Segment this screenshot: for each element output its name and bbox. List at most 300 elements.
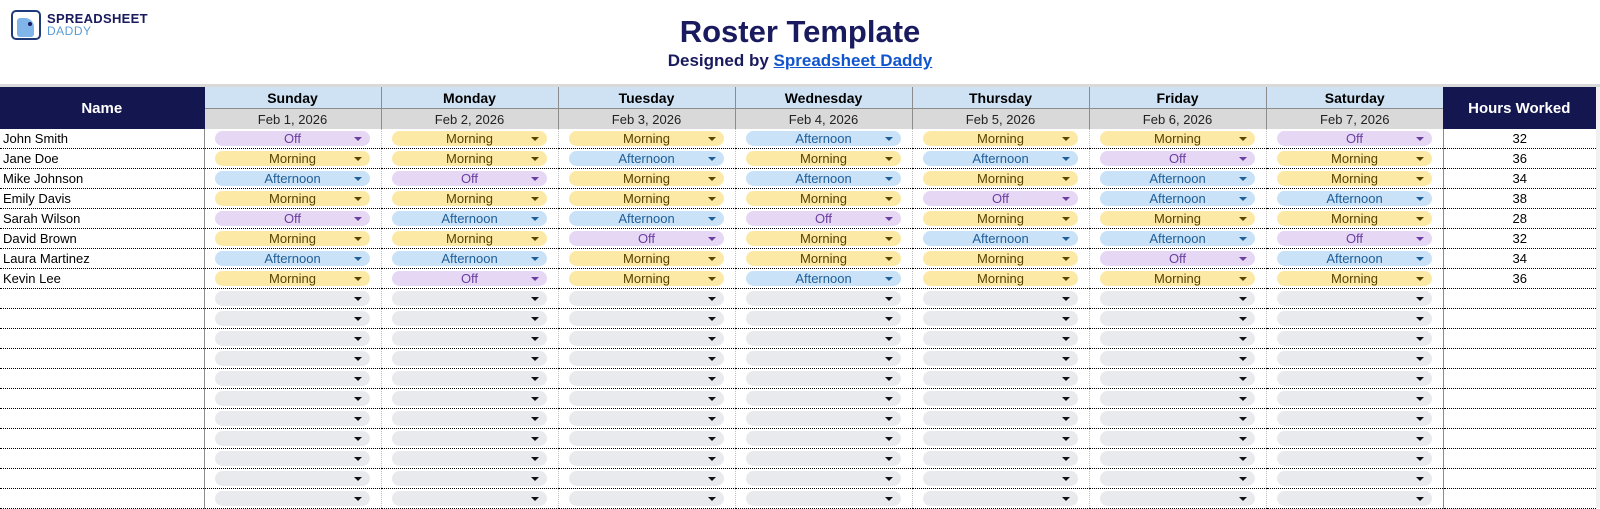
dropdown-arrow-icon[interactable] [885,217,893,221]
shift-dropdown[interactable] [746,351,901,366]
shift-dropdown[interactable] [392,131,547,146]
dropdown-arrow-icon[interactable] [531,397,539,401]
dropdown-arrow-icon[interactable] [1239,357,1247,361]
dropdown-arrow-icon[interactable] [354,377,362,381]
shift-dropdown[interactable] [392,331,547,346]
dropdown-arrow-icon[interactable] [885,277,893,281]
dropdown-arrow-icon[interactable] [354,317,362,321]
dropdown-arrow-icon[interactable] [1239,377,1247,381]
shift-dropdown[interactable] [1100,491,1255,506]
shift-dropdown[interactable] [215,171,370,186]
shift-dropdown-value: Morning [1331,211,1378,226]
shift-dropdown[interactable] [923,371,1078,386]
employee-name-cell[interactable]: Jane Doe [0,149,204,169]
employee-name-cell[interactable] [0,489,204,509]
shift-dropdown[interactable] [215,291,370,306]
employee-name-cell[interactable] [0,369,204,389]
shift-dropdown[interactable] [392,431,547,446]
employee-name-cell[interactable] [0,289,204,309]
dropdown-arrow-icon[interactable] [1239,417,1247,421]
dropdown-arrow-icon[interactable] [354,157,362,161]
date-cell-friday: Feb 6, 2026 [1089,109,1266,130]
shift-dropdown[interactable] [923,131,1078,146]
dropdown-arrow-icon[interactable] [354,457,362,461]
shift-dropdown[interactable] [1100,271,1255,286]
dropdown-arrow-icon[interactable] [708,397,716,401]
shift-dropdown[interactable] [215,271,370,286]
employee-name-cell[interactable]: Kevin Lee [0,269,204,289]
shift-dropdown[interactable] [215,131,370,146]
shift-dropdown[interactable] [1277,431,1432,446]
dropdown-arrow-icon[interactable] [1062,257,1070,261]
shift-dropdown[interactable] [746,491,901,506]
shift-dropdown[interactable] [923,411,1078,426]
dropdown-arrow-icon[interactable] [1416,457,1424,461]
dropdown-arrow-icon[interactable] [1062,357,1070,361]
shift-dropdown[interactable] [923,291,1078,306]
shift-dropdown-value: Off [1168,151,1187,166]
dropdown-arrow-icon[interactable] [1239,437,1247,441]
dropdown-arrow-icon[interactable] [1416,277,1424,281]
dropdown-arrow-icon[interactable] [708,457,716,461]
shift-dropdown[interactable] [923,231,1078,246]
dropdown-arrow-icon[interactable] [1416,197,1424,201]
dropdown-arrow-icon[interactable] [885,257,893,261]
employee-name-cell[interactable] [0,349,204,369]
shift-dropdown[interactable] [1100,371,1255,386]
shift-dropdown[interactable] [1277,351,1432,366]
shift-dropdown[interactable] [1100,411,1255,426]
shift-dropdown[interactable] [746,411,901,426]
dropdown-arrow-icon[interactable] [708,417,716,421]
shift-dropdown[interactable] [746,131,901,146]
employee-name-cell[interactable]: Emily Davis [0,189,204,209]
dropdown-arrow-icon[interactable] [354,177,362,181]
shift-dropdown[interactable] [215,351,370,366]
shift-dropdown[interactable] [392,251,547,266]
employee-name-cell[interactable] [0,329,204,349]
shift-dropdown[interactable] [746,251,901,266]
shift-dropdown[interactable] [215,211,370,226]
dropdown-arrow-icon[interactable] [531,217,539,221]
dropdown-arrow-icon[interactable] [354,437,362,441]
shift-dropdown[interactable] [746,291,901,306]
employee-name-cell[interactable] [0,449,204,469]
shift-dropdown[interactable] [215,251,370,266]
dropdown-arrow-icon[interactable] [885,437,893,441]
employee-name-cell[interactable] [0,309,204,329]
shift-dropdown[interactable] [569,471,724,486]
shift-dropdown[interactable] [569,191,724,206]
dropdown-arrow-icon[interactable] [1062,317,1070,321]
dropdown-arrow-icon[interactable] [1062,377,1070,381]
shift-dropdown[interactable] [215,151,370,166]
dropdown-arrow-icon[interactable] [531,377,539,381]
dropdown-arrow-icon[interactable] [531,357,539,361]
dropdown-arrow-icon[interactable] [1239,457,1247,461]
shift-dropdown[interactable] [569,371,724,386]
dropdown-arrow-icon[interactable] [885,457,893,461]
shift-dropdown[interactable] [1277,451,1432,466]
shift-dropdown[interactable] [1100,131,1255,146]
shift-dropdown[interactable] [569,391,724,406]
dropdown-arrow-icon[interactable] [708,477,716,481]
shift-dropdown[interactable] [746,451,901,466]
dropdown-arrow-icon[interactable] [354,357,362,361]
shift-dropdown[interactable] [392,271,547,286]
dropdown-arrow-icon[interactable] [1062,217,1070,221]
shift-cell [558,249,735,269]
shift-dropdown[interactable] [569,411,724,426]
shift-dropdown[interactable] [1277,211,1432,226]
shift-dropdown[interactable] [1277,391,1432,406]
dropdown-arrow-icon[interactable] [1062,237,1070,241]
shift-dropdown[interactable] [746,191,901,206]
dropdown-arrow-icon[interactable] [1062,297,1070,301]
shift-dropdown[interactable] [746,391,901,406]
shift-cell [204,429,381,449]
dropdown-arrow-icon[interactable] [354,477,362,481]
shift-dropdown[interactable] [1100,291,1255,306]
dropdown-arrow-icon[interactable] [354,237,362,241]
shift-dropdown[interactable] [392,311,547,326]
dropdown-arrow-icon[interactable] [1062,477,1070,481]
dropdown-arrow-icon[interactable] [708,137,716,141]
dropdown-arrow-icon[interactable] [354,277,362,281]
dropdown-arrow-icon[interactable] [354,137,362,141]
shift-dropdown[interactable] [1277,171,1432,186]
shift-dropdown[interactable] [746,211,901,226]
dropdown-arrow-icon[interactable] [708,157,716,161]
dropdown-arrow-icon[interactable] [354,217,362,221]
dropdown-arrow-icon[interactable] [1416,137,1424,141]
dropdown-arrow-icon[interactable] [708,337,716,341]
shift-dropdown[interactable] [215,491,370,506]
employee-name-cell[interactable] [0,429,204,449]
hours-worked-cell: 34 [1443,169,1596,189]
shift-dropdown[interactable] [746,171,901,186]
dropdown-arrow-icon[interactable] [885,377,893,381]
dropdown-arrow-icon[interactable] [531,437,539,441]
shift-dropdown[interactable] [1277,371,1432,386]
shift-dropdown[interactable] [569,231,724,246]
dropdown-arrow-icon[interactable] [885,357,893,361]
shift-cell [558,209,735,229]
dropdown-arrow-icon[interactable] [354,337,362,341]
shift-dropdown[interactable] [1277,151,1432,166]
shift-cell [1089,449,1266,469]
dropdown-arrow-icon[interactable] [885,137,893,141]
shift-dropdown[interactable] [1277,411,1432,426]
shift-dropdown[interactable] [569,251,724,266]
shift-dropdown[interactable] [1277,471,1432,486]
dropdown-arrow-icon[interactable] [708,237,716,241]
shift-dropdown[interactable] [1277,251,1432,266]
shift-dropdown[interactable] [1100,391,1255,406]
dropdown-arrow-icon[interactable] [708,257,716,261]
dropdown-arrow-icon[interactable] [1416,217,1424,221]
spreadsheet-daddy-link[interactable]: Spreadsheet Daddy [773,51,933,70]
dropdown-arrow-icon[interactable] [1062,497,1070,501]
dropdown-arrow-icon[interactable] [708,317,716,321]
dropdown-arrow-icon[interactable] [354,197,362,201]
shift-dropdown[interactable] [569,491,724,506]
dropdown-arrow-icon[interactable] [531,337,539,341]
dropdown-arrow-icon[interactable] [1416,357,1424,361]
dropdown-arrow-icon[interactable] [708,377,716,381]
dropdown-arrow-icon[interactable] [1062,397,1070,401]
dropdown-arrow-icon[interactable] [531,137,539,141]
dropdown-arrow-icon[interactable] [1416,417,1424,421]
shift-dropdown[interactable] [1100,311,1255,326]
shift-dropdown[interactable] [923,171,1078,186]
shift-dropdown[interactable] [923,191,1078,206]
vertical-scrollbar[interactable] [1596,87,1600,508]
shift-dropdown[interactable] [569,431,724,446]
dropdown-arrow-icon[interactable] [1239,217,1247,221]
shift-dropdown[interactable] [1277,291,1432,306]
shift-dropdown[interactable] [215,371,370,386]
shift-dropdown[interactable] [392,191,547,206]
dropdown-arrow-icon[interactable] [708,277,716,281]
dropdown-arrow-icon[interactable] [885,197,893,201]
dropdown-arrow-icon[interactable] [1416,257,1424,261]
dropdown-arrow-icon[interactable] [354,417,362,421]
shift-dropdown[interactable] [392,171,547,186]
dropdown-arrow-icon[interactable] [531,277,539,281]
shift-dropdown[interactable] [746,371,901,386]
dropdown-arrow-icon[interactable] [1416,477,1424,481]
dropdown-arrow-icon[interactable] [1416,337,1424,341]
shift-dropdown[interactable] [215,311,370,326]
shift-dropdown[interactable] [392,391,547,406]
shift-dropdown[interactable] [215,331,370,346]
dropdown-arrow-icon[interactable] [1062,197,1070,201]
shift-dropdown[interactable] [569,211,724,226]
shift-dropdown[interactable] [1100,251,1255,266]
shift-cell [1266,329,1443,349]
dropdown-arrow-icon[interactable] [1416,297,1424,301]
shift-dropdown[interactable] [1100,231,1255,246]
shift-dropdown[interactable] [569,171,724,186]
shift-dropdown[interactable] [746,311,901,326]
shift-dropdown[interactable] [1100,431,1255,446]
dropdown-arrow-icon[interactable] [1416,497,1424,501]
dropdown-arrow-icon[interactable] [531,457,539,461]
shift-dropdown[interactable] [215,191,370,206]
employee-name-cell[interactable] [0,469,204,489]
dropdown-arrow-icon[interactable] [708,357,716,361]
shift-dropdown[interactable] [215,431,370,446]
dropdown-arrow-icon[interactable] [1416,377,1424,381]
dropdown-arrow-icon[interactable] [1239,497,1247,501]
dropdown-arrow-icon[interactable] [354,497,362,501]
employee-name-cell[interactable]: David Brown [0,229,204,249]
shift-dropdown[interactable] [1277,331,1432,346]
shift-dropdown[interactable] [569,351,724,366]
shift-dropdown[interactable] [1100,211,1255,226]
shift-dropdown[interactable] [215,231,370,246]
shift-dropdown[interactable] [392,151,547,166]
shift-dropdown[interactable] [923,351,1078,366]
shift-dropdown[interactable] [392,351,547,366]
dropdown-arrow-icon[interactable] [1416,237,1424,241]
dropdown-arrow-icon[interactable] [531,237,539,241]
dropdown-arrow-icon[interactable] [531,417,539,421]
dropdown-arrow-icon[interactable] [1062,177,1070,181]
dropdown-arrow-icon[interactable] [1239,397,1247,401]
shift-dropdown[interactable] [1100,151,1255,166]
shift-dropdown[interactable] [1100,451,1255,466]
shift-cell [381,149,558,169]
shift-dropdown[interactable] [1100,331,1255,346]
dropdown-arrow-icon[interactable] [531,317,539,321]
dropdown-arrow-icon[interactable] [708,217,716,221]
dropdown-arrow-icon[interactable] [531,497,539,501]
employee-name-cell[interactable]: Sarah Wilson [0,209,204,229]
shift-dropdown[interactable] [569,331,724,346]
shift-dropdown[interactable] [569,271,724,286]
dropdown-arrow-icon[interactable] [1416,437,1424,441]
shift-dropdown[interactable] [1100,171,1255,186]
shift-dropdown[interactable] [215,391,370,406]
dropdown-arrow-icon[interactable] [1239,157,1247,161]
dropdown-arrow-icon[interactable] [1239,277,1247,281]
shift-dropdown[interactable] [392,211,547,226]
shift-dropdown[interactable] [392,411,547,426]
shift-dropdown[interactable] [923,471,1078,486]
shift-dropdown[interactable] [923,451,1078,466]
dropdown-arrow-icon[interactable] [1062,337,1070,341]
dropdown-arrow-icon[interactable] [1062,157,1070,161]
dropdown-arrow-icon[interactable] [885,417,893,421]
shift-dropdown[interactable] [215,471,370,486]
shift-dropdown[interactable] [746,331,901,346]
dropdown-arrow-icon[interactable] [885,237,893,241]
shift-dropdown[interactable] [923,271,1078,286]
dropdown-arrow-icon[interactable] [885,397,893,401]
dropdown-arrow-icon[interactable] [1416,317,1424,321]
dropdown-arrow-icon[interactable] [1239,177,1247,181]
employee-name-cell[interactable] [0,409,204,429]
dropdown-arrow-icon[interactable] [885,157,893,161]
shift-dropdown[interactable] [569,291,724,306]
dropdown-arrow-icon[interactable] [354,257,362,261]
dropdown-arrow-icon[interactable] [1062,417,1070,421]
shift-dropdown[interactable] [1277,311,1432,326]
shift-dropdown[interactable] [392,451,547,466]
shift-dropdown[interactable] [1100,191,1255,206]
table-row [0,129,1596,149]
dropdown-arrow-icon[interactable] [1416,177,1424,181]
dropdown-arrow-icon[interactable] [531,177,539,181]
dropdown-arrow-icon[interactable] [531,297,539,301]
shift-dropdown[interactable] [746,431,901,446]
dropdown-arrow-icon[interactable] [708,297,716,301]
shift-dropdown[interactable] [746,231,901,246]
dropdown-arrow-icon[interactable] [531,157,539,161]
dropdown-arrow-icon[interactable] [708,197,716,201]
dropdown-arrow-icon[interactable] [1239,137,1247,141]
shift-dropdown[interactable] [215,411,370,426]
dropdown-arrow-icon[interactable] [1239,197,1247,201]
shift-dropdown[interactable] [1277,271,1432,286]
dropdown-arrow-icon[interactable] [1062,137,1070,141]
employee-name-cell[interactable]: Laura Martinez [0,249,204,269]
dropdown-arrow-icon[interactable] [885,477,893,481]
dropdown-arrow-icon[interactable] [1416,157,1424,161]
dropdown-arrow-icon[interactable] [1239,477,1247,481]
shift-dropdown[interactable] [1100,471,1255,486]
shift-dropdown[interactable] [923,331,1078,346]
shift-dropdown[interactable] [746,271,901,286]
hours-worked-cell: 28 [1443,209,1596,229]
dropdown-arrow-icon[interactable] [885,317,893,321]
shift-dropdown[interactable] [215,451,370,466]
shift-dropdown[interactable] [923,151,1078,166]
dropdown-arrow-icon[interactable] [708,497,716,501]
dropdown-arrow-icon[interactable] [1062,277,1070,281]
dropdown-arrow-icon[interactable] [1062,457,1070,461]
dropdown-arrow-icon[interactable] [885,177,893,181]
dropdown-arrow-icon[interactable] [531,197,539,201]
shift-dropdown[interactable] [746,471,901,486]
dropdown-arrow-icon[interactable] [354,397,362,401]
dropdown-arrow-icon[interactable] [708,177,716,181]
shift-cell [1089,429,1266,449]
employee-name-cell[interactable]: John Smith [0,129,204,149]
shift-dropdown[interactable] [569,131,724,146]
shift-dropdown[interactable] [392,471,547,486]
dropdown-arrow-icon[interactable] [885,297,893,301]
shift-dropdown[interactable] [569,151,724,166]
shift-dropdown[interactable] [1277,131,1432,146]
dropdown-arrow-icon[interactable] [1239,237,1247,241]
shift-dropdown[interactable] [746,151,901,166]
employee-name-cell[interactable] [0,389,204,409]
dropdown-arrow-icon[interactable] [1239,257,1247,261]
shift-dropdown[interactable] [923,211,1078,226]
shift-dropdown[interactable] [923,391,1078,406]
dropdown-arrow-icon[interactable] [1416,397,1424,401]
dropdown-arrow-icon[interactable] [531,477,539,481]
shift-dropdown[interactable] [923,431,1078,446]
shift-dropdown[interactable] [392,291,547,306]
shift-dropdown[interactable] [1277,491,1432,506]
employee-name-cell[interactable]: Mike Johnson [0,169,204,189]
shift-dropdown[interactable] [1277,231,1432,246]
shift-dropdown[interactable] [569,311,724,326]
shift-dropdown[interactable] [392,371,547,386]
dropdown-arrow-icon[interactable] [885,337,893,341]
dropdown-arrow-icon[interactable] [1239,297,1247,301]
shift-dropdown[interactable] [1277,191,1432,206]
dropdown-arrow-icon[interactable] [531,257,539,261]
shift-dropdown[interactable] [392,231,547,246]
dropdown-arrow-icon[interactable] [1239,317,1247,321]
dropdown-arrow-icon[interactable] [1239,337,1247,341]
shift-dropdown[interactable] [569,451,724,466]
shift-dropdown[interactable] [923,251,1078,266]
shift-dropdown[interactable] [1100,351,1255,366]
shift-dropdown[interactable] [923,311,1078,326]
shift-dropdown[interactable] [923,491,1078,506]
dropdown-arrow-icon[interactable] [1062,437,1070,441]
shift-dropdown[interactable] [392,491,547,506]
dropdown-arrow-icon[interactable] [885,497,893,501]
dropdown-arrow-icon[interactable] [354,297,362,301]
dropdown-arrow-icon[interactable] [708,437,716,441]
